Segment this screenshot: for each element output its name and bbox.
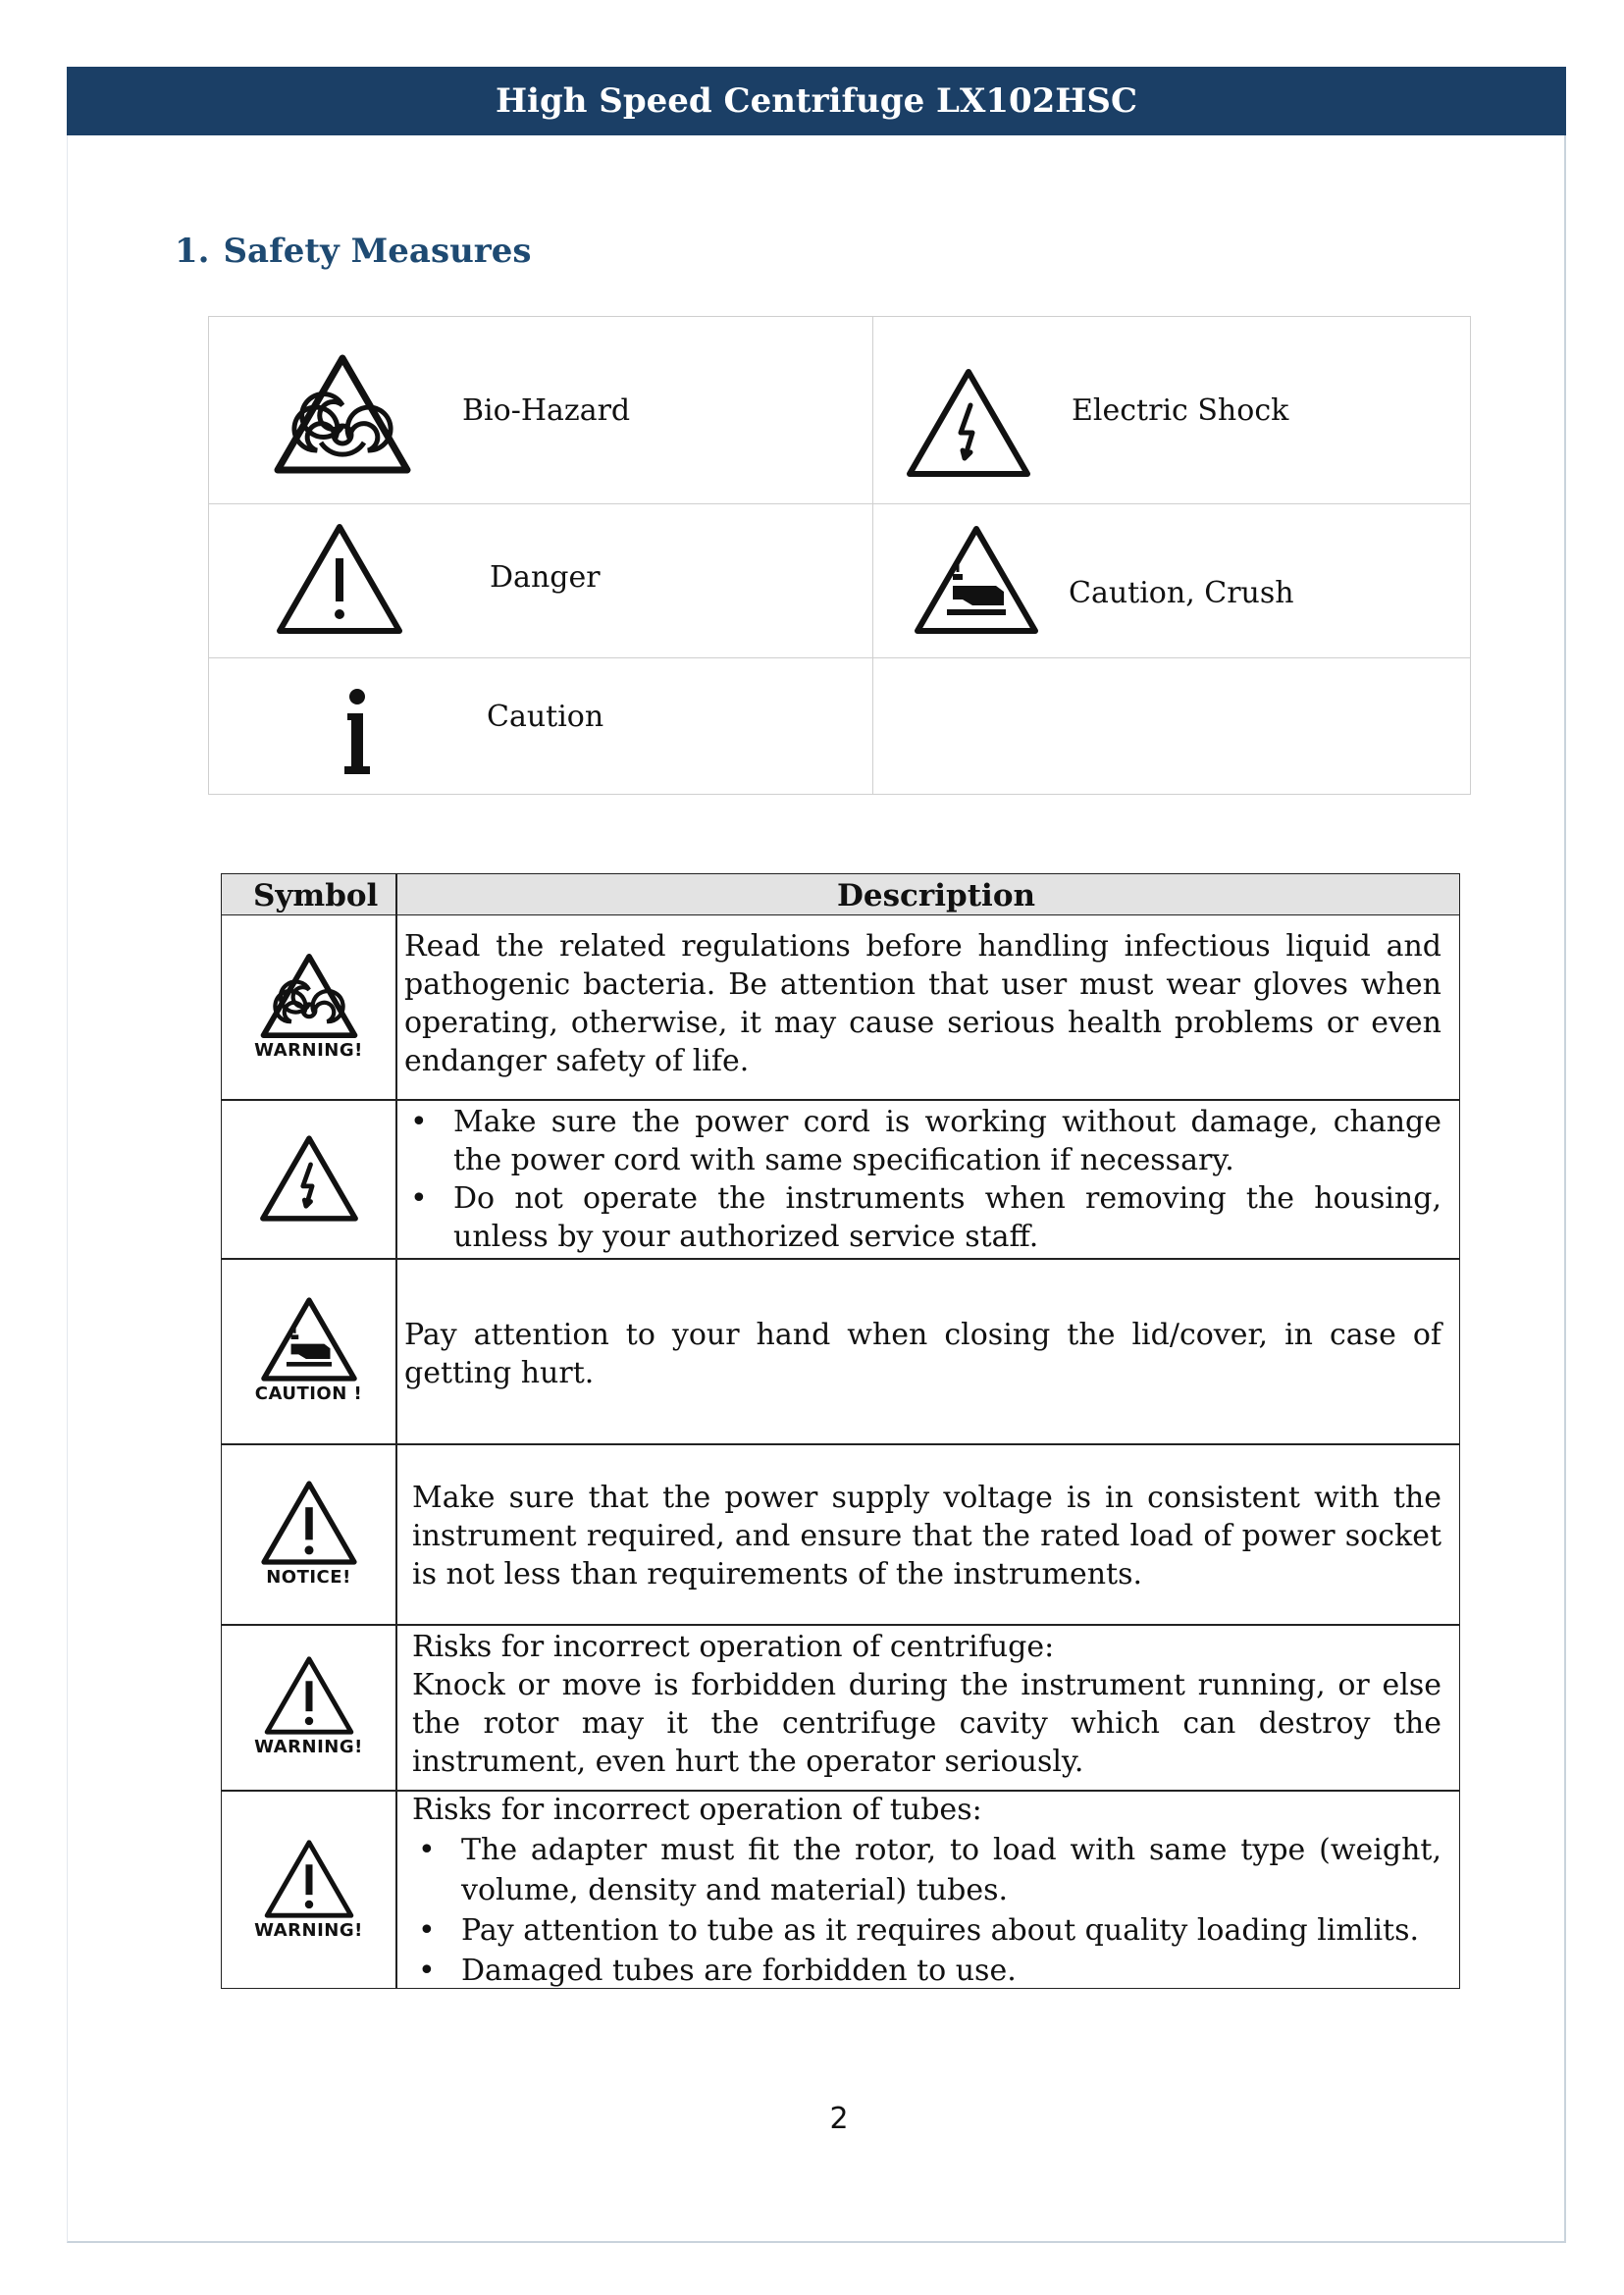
hand-crush-caution-icon	[260, 1297, 358, 1382]
table-row-description	[412, 1628, 1441, 1781]
table-row-symbol	[222, 1624, 395, 1790]
biohazard-triangle-icon	[274, 354, 411, 474]
exclamation-triangle-icon	[276, 523, 403, 635]
description-bullet: • Do not operate the instruments when removing the housing, unless by your authorized service staff.	[404, 1179, 1441, 1256]
description-lead: Risks for incorrect operation of tubes:	[412, 1793, 982, 1827]
table-column-divider	[395, 874, 397, 1988]
table-row-description	[404, 1316, 1441, 1392]
symbol-caption: CAUTION !	[254, 1383, 363, 1404]
legend-label-caution: Caution	[487, 700, 604, 734]
table-row-description	[404, 1103, 1441, 1256]
symbol-description-table	[221, 873, 1460, 1989]
table-row-divider	[222, 1443, 1459, 1445]
description-bullet-list	[404, 1103, 1441, 1256]
table-row-description	[412, 1790, 1441, 1991]
description-text: Knock or move is forbidden during the instrument running, or else the rotor may it the centrifuge cavity which can destroy the instrument, even hurt the operator seriously.	[412, 1668, 1441, 1779]
symbol-caption: WARNING!	[254, 1737, 363, 1757]
description-bullet: • Pay attention to tube as it requires about quality loading limlits.	[412, 1910, 1441, 1951]
exclamation-warning-icon	[264, 1656, 354, 1735]
section-title: Safety Measures	[223, 232, 532, 271]
table-row-symbol	[222, 1099, 395, 1258]
legend-label-caution-crush: Caution, Crush	[1069, 576, 1294, 610]
exclamation-warning-icon	[264, 1840, 354, 1918]
legend-label-electric-shock: Electric Shock	[1072, 393, 1289, 428]
table-row-divider	[222, 1099, 1459, 1101]
page-number: 2	[829, 2102, 849, 2136]
table-row-description	[404, 927, 1441, 1080]
symbol-legend	[208, 316, 1471, 795]
description-bullet: • Damaged tubes are forbidden to use.	[412, 1951, 1441, 1991]
legend-label-biohazard: Bio-Hazard	[462, 393, 631, 428]
symbol-caption: WARNING!	[254, 1919, 363, 1941]
legend-divider	[209, 657, 1470, 658]
table-row-symbol	[222, 1790, 395, 1990]
description-bullet: • The adapter must fit the rotor, to load with same type (weight, volume, density and material) tubes.	[412, 1830, 1441, 1910]
electric-shock-icon	[258, 1135, 360, 1222]
biohazard-warning-icon	[260, 954, 358, 1038]
table-row-symbol	[222, 1258, 395, 1443]
description-bullet-list	[412, 1830, 1441, 1991]
hand-crush-triangle-icon	[914, 525, 1039, 635]
symbol-caption: WARNING!	[254, 1040, 363, 1061]
legend-label-danger: Danger	[490, 560, 601, 595]
description-lead: Risks for incorrect operation of centrifuge:	[412, 1630, 1055, 1664]
table-row-divider	[222, 1258, 1459, 1260]
table-row-symbol	[222, 915, 395, 1099]
description-text: Pay attention to your hand when closing the lid/cover, in case of getting hurt.	[404, 1318, 1441, 1390]
legend-divider	[872, 317, 873, 794]
table-header-symbol: Symbol	[253, 878, 379, 913]
electric-shock-triangle-icon	[906, 368, 1031, 478]
section-number: 1.	[175, 232, 210, 271]
description-text: Make sure that the power supply voltage is in consistent with the instrument required, and ensure that the rated load of power socket is not less than requirements of the instruments.	[412, 1481, 1441, 1591]
description-bullet: • Make sure the power cord is working without damage, change the power cord with same specification if necessary.	[404, 1103, 1441, 1179]
symbol-caption: NOTICE!	[266, 1566, 351, 1588]
table-row-description	[412, 1479, 1441, 1593]
document-title: High Speed Centrifuge LX102HSC	[495, 81, 1138, 121]
table-header-description: Description	[837, 878, 1036, 913]
legend-divider	[209, 503, 1470, 504]
info-i-icon	[341, 688, 374, 776]
document-header	[67, 67, 1566, 135]
section-heading	[175, 232, 532, 271]
exclamation-notice-icon	[261, 1481, 357, 1565]
table-row-symbol	[222, 1443, 395, 1624]
description-text: Read the related regulations before handling infectious liquid and pathogenic bacteria. Be attention that user must wear gloves when operating, otherwise, it may cause serious health problems or even endanger safety of life.	[404, 929, 1441, 1078]
table-row-divider	[222, 1624, 1459, 1626]
